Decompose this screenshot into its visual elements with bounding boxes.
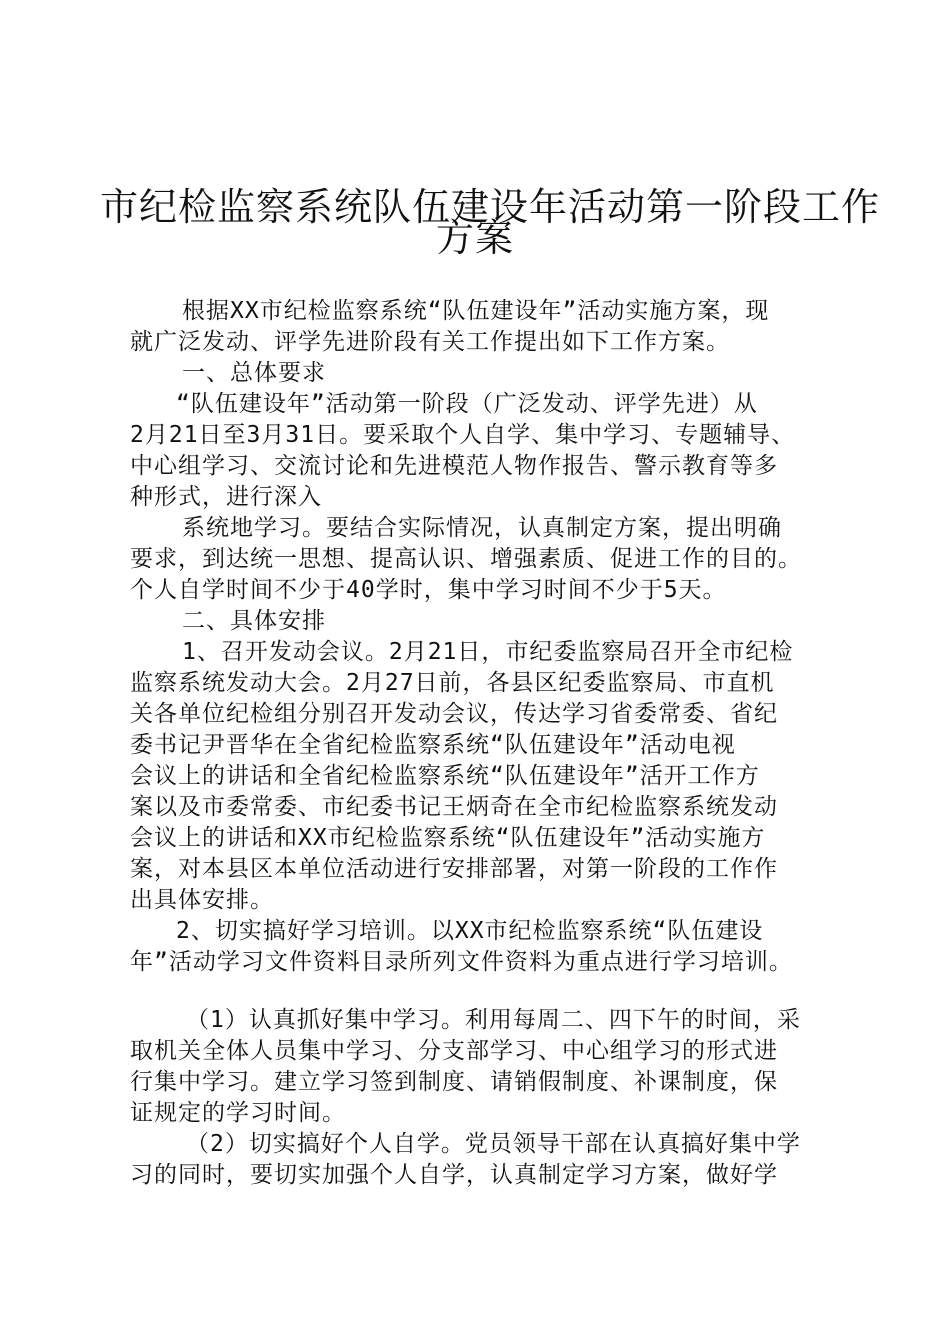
body-line: （1）认真抓好集中学习。利用每周二、四下午的时间，采 (186, 1007, 801, 1033)
body-line: 出具体安排。 (130, 887, 274, 913)
body-line: 案以及市委常委、市纪委书记王炳奇在全市纪检监察系统发动 (130, 794, 778, 820)
body-line: 2月21日至3月31日。要采取个人自学、集中学习、专题辅导、 (130, 422, 796, 448)
body-line: 会议上的讲话和全省纪检监察系统“队伍建设年”活开工作方 (130, 763, 760, 789)
section-heading: 一、总体要求 (182, 360, 326, 386)
body-line: 监察系统发动大会。2月27日前，各县区纪委监察局、市直机 (130, 670, 775, 696)
body-line: 会议上的讲话和XX市纪检监察系统“队伍建设年”活动实施方 (130, 825, 766, 851)
body-line: 取机关全体人员集中学习、分支部学习、中心组学习的形式进 (130, 1038, 778, 1064)
body-line: “队伍建设年”活动第一阶段（广泛发动、评学先进）从 (176, 391, 758, 417)
body-line: 种形式，进行深入 (130, 484, 322, 510)
body-line: 系统地学习。要结合实际情况，认真制定方案，提出明确 (182, 515, 782, 541)
body-line: 关各单位纪检组分别召开发动会议，传达学习省委常委、省纪 (130, 701, 778, 727)
body-line: 要求，到达统一思想、提高认识、增强素质、促进工作的目的。 (130, 546, 802, 572)
document-title-line-1: 市纪检监察系统队伍建设年活动第一阶段工作 (100, 185, 881, 229)
body-line: 习的同时，要切实加强个人自学，认真制定学习方案，做好学 (130, 1162, 778, 1188)
body-line: 委书记尹晋华在全省纪检监察系统“队伍建设年”活动电视 (130, 732, 736, 758)
section-heading: 二、具体安排 (182, 608, 326, 634)
body-line: 中心组学习、交流讨论和先进模范人物作报告、警示教育等多 (130, 453, 778, 479)
body-line: 根据XX市纪检监察系统“队伍建设年”活动实施方案，现 (182, 298, 770, 324)
document-title-line-2: 方案 (435, 216, 514, 260)
body-line: 年”活动学习文件资料目录所列文件资料为重点进行学习培训。 (130, 949, 793, 975)
body-line: 2、切实搞好学习培训。以XX市纪检监察系统“队伍建设 (176, 918, 764, 944)
body-line: 1、召开发动会议。2月21日，市纪委监察局召开全市纪检 (182, 639, 794, 665)
body-line: 案，对本县区本单位活动进行安排部署，对第一阶段的工作作 (130, 856, 778, 882)
body-line: （2）切实搞好个人自学。党员领导干部在认真搞好集中学 (186, 1131, 801, 1157)
body-line: 行集中学习。建立学习签到制度、请销假制度、补课制度，保 (130, 1069, 778, 1095)
body-line: 个人自学时间不少于40学时，集中学习时间不少于5天。 (130, 577, 727, 603)
body-line: 证规定的学习时间。 (130, 1100, 346, 1126)
body-line: 就广泛发动、评学先进阶段有关工作提出如下工作方案。 (130, 329, 730, 355)
